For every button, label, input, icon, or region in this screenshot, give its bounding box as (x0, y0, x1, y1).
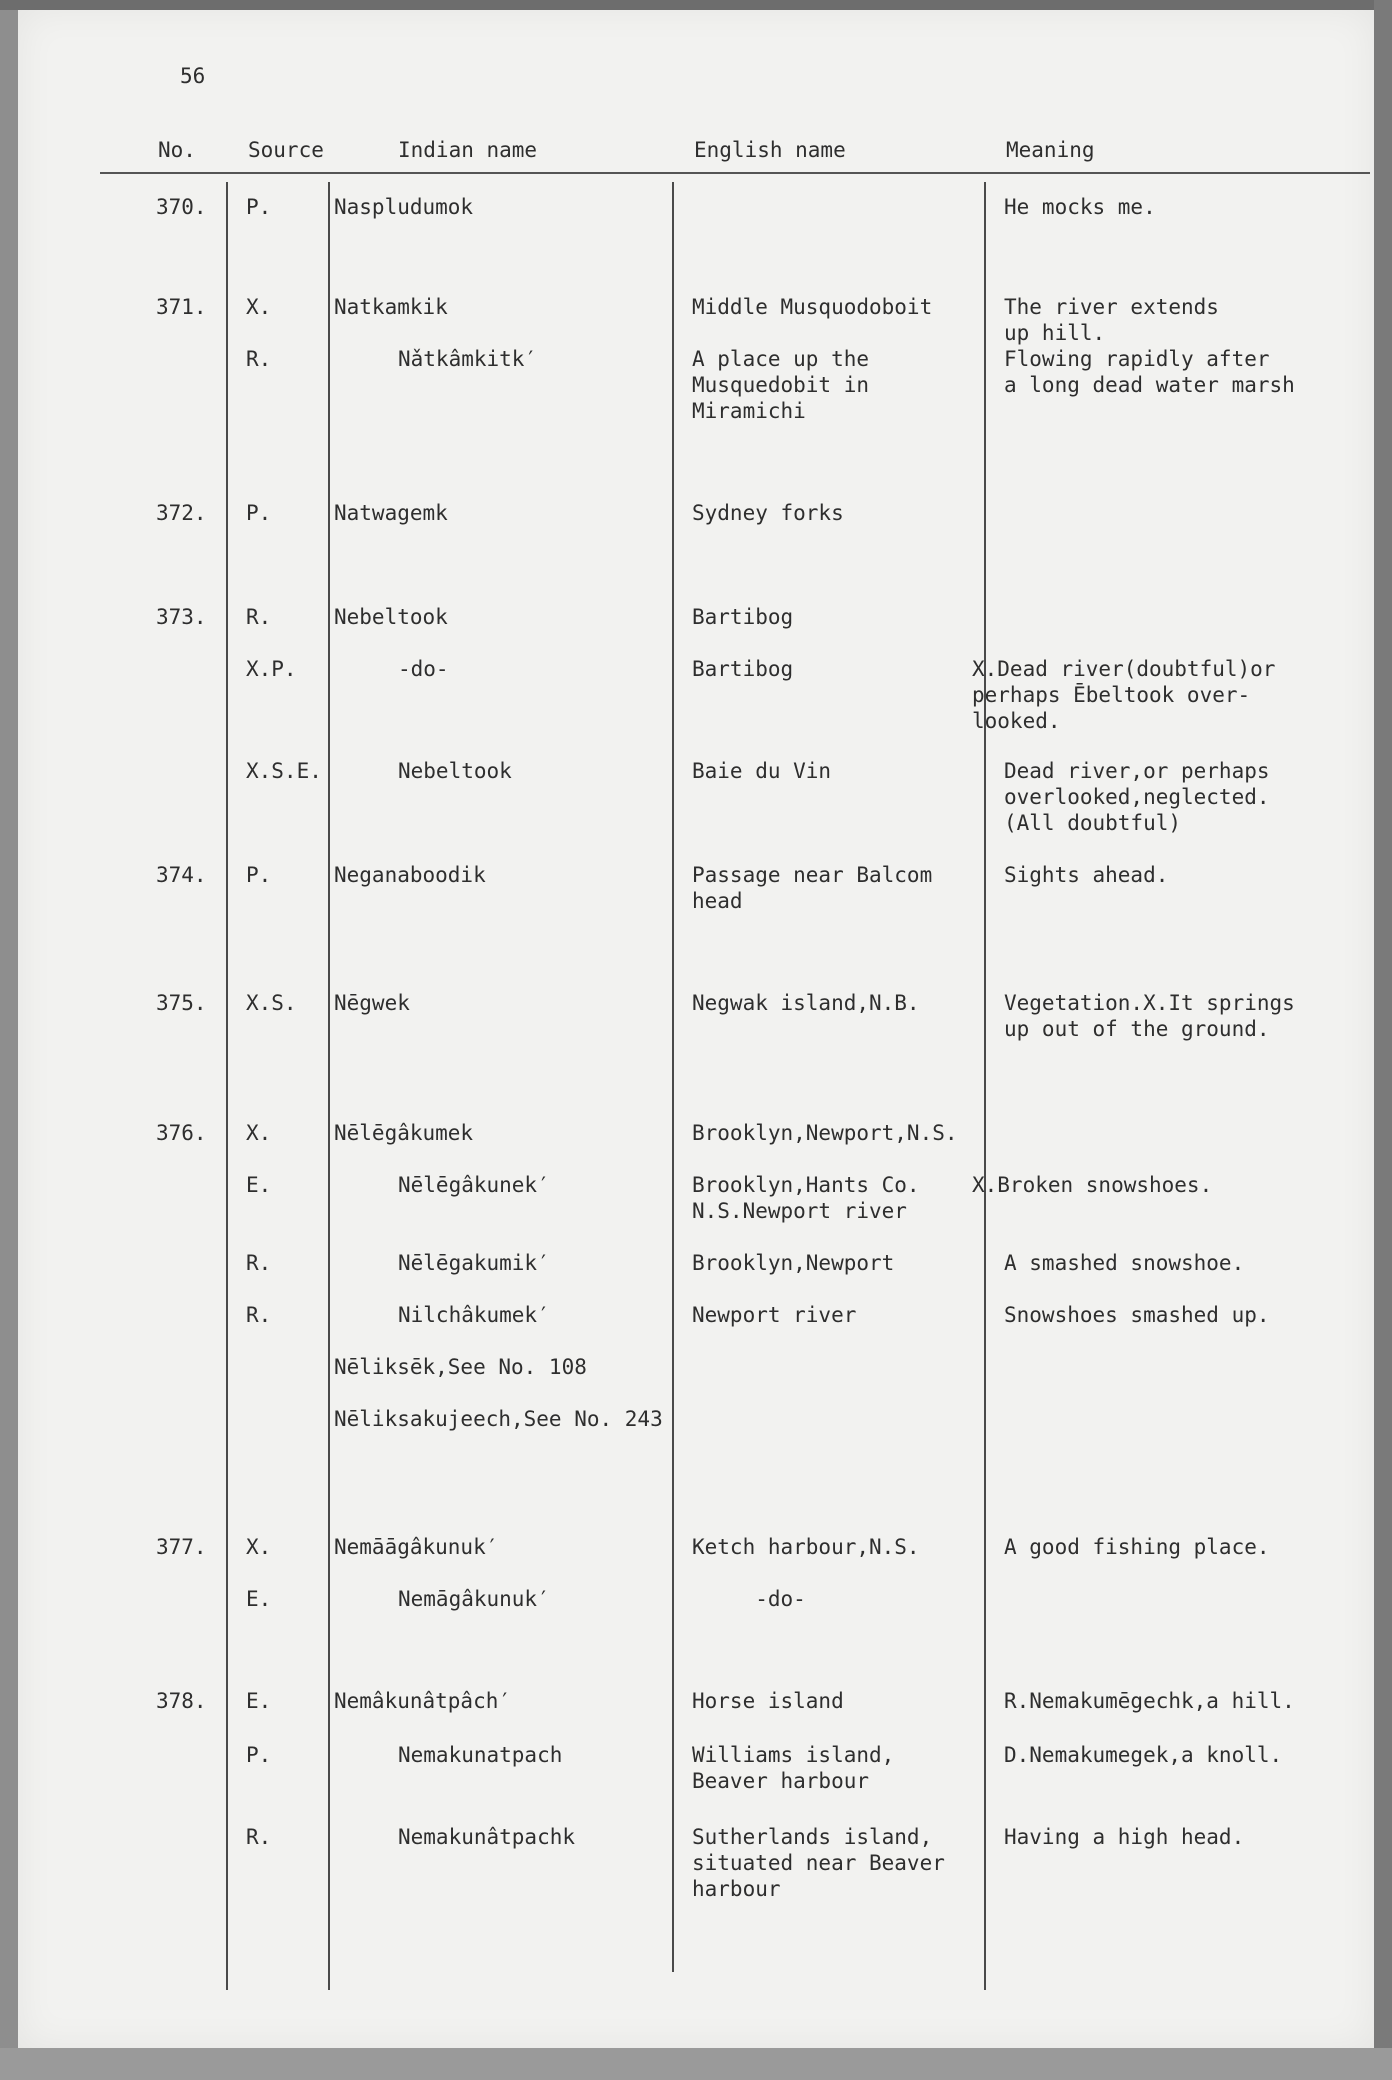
entry-meaning: Snowshoes smashed up. (1004, 1303, 1270, 1327)
entry-english-name: Passage near Balcom head (692, 863, 933, 913)
entry-number: 373. (156, 605, 207, 629)
entry-english-name: Baie du Vin (692, 759, 832, 783)
entry-english-name: Newport river (692, 1303, 857, 1327)
entry-english-name: A place up the Musquedobit in Miramichi (692, 347, 870, 423)
entry-indian-name: Naspludumok (334, 195, 474, 219)
entry-indian-name: Nemakunatpach (398, 1743, 563, 1767)
page-number: 56 (180, 64, 206, 88)
entry-source: R. (246, 1303, 272, 1327)
entry-indian-name: Nēlēgakumik′ (398, 1251, 550, 1275)
entry-english-name: Williams island, Beaver harbour (692, 1743, 895, 1793)
entry-source: X.S.E. (246, 759, 322, 783)
entry-english-name: Horse island (692, 1689, 844, 1713)
entry-number: 376. (156, 1121, 207, 1145)
entry-meaning: X.Broken snowshoes. (972, 1173, 1213, 1197)
entry-source: P. (246, 1743, 272, 1767)
entry-english-name: Sutherlands island, situated near Beaver harbour (692, 1825, 945, 1901)
entry-source: R. (246, 347, 272, 371)
entry-meaning: A good fishing place. (1004, 1535, 1270, 1559)
entry-english-name: Ketch harbour,N.S. (692, 1535, 920, 1559)
entry-number: 378. (156, 1689, 207, 1713)
entry-english-name: Bartibog (692, 605, 794, 629)
entry-indian-name: Nǎtkâmkitk′ (398, 347, 538, 371)
entry-english-name: -do- (692, 1587, 806, 1611)
entry-source: X. (246, 295, 272, 319)
scan-edge-bottom (0, 2048, 1392, 2080)
entry-number: 372. (156, 501, 207, 525)
scan-edge-top (0, 0, 1392, 10)
entry-source: E. (246, 1587, 272, 1611)
entry-source: E. (246, 1689, 272, 1713)
entry-source: X. (246, 1121, 272, 1145)
entry-indian-name: Nemāāgâkunuk′ (334, 1535, 499, 1559)
entry-meaning: D.Nemakumegek,a knoll. (1004, 1743, 1283, 1767)
entry-indian-name: Nemâkunâtpâch′ (334, 1689, 512, 1713)
entry-source: R. (246, 1825, 272, 1849)
header-rule (100, 172, 1370, 174)
entry-indian-name: Natkamkik (334, 295, 448, 319)
entry-indian-name: Nilchâkumek′ (398, 1303, 550, 1327)
entry-source: R. (246, 1251, 272, 1275)
header-no: No. (158, 138, 196, 162)
entry-english-name: Negwak island,N.B. (692, 991, 920, 1015)
entry-indian-name: -do- (398, 657, 449, 681)
entry-english-name: Sydney forks (692, 501, 844, 525)
entry-indian-name: Nēliksēk,See No. 108 (334, 1355, 587, 1379)
entry-meaning: R.Nemakumēgechk,a hill. (1004, 1689, 1295, 1713)
header-english-name: English name (694, 138, 846, 162)
entry-source: P. (246, 501, 272, 525)
entry-indian-name: Nēlēgâkumek (334, 1121, 474, 1145)
entry-english-name: Brooklyn,Hants Co. N.S.Newport river (692, 1173, 920, 1223)
column-divider-english (672, 182, 674, 1972)
column-divider-source (226, 182, 228, 1990)
entry-source: X.S. (246, 991, 297, 1015)
entry-meaning: Dead river,or perhaps overlooked,neglected. (All doubtful) (1004, 759, 1270, 835)
entry-meaning: Flowing rapidly after a long dead water marsh (1004, 347, 1295, 397)
entry-source: X.P. (246, 657, 297, 681)
entry-indian-name: Nebeltook (334, 605, 448, 629)
entry-source: X. (246, 1535, 272, 1559)
entry-indian-name: Neganaboodik (334, 863, 486, 887)
column-divider-indian (328, 182, 330, 1990)
header-indian-name: Indian name (398, 138, 538, 162)
entry-indian-name: Nebeltook (398, 759, 512, 783)
entry-english-name: Brooklyn,Newport,N.S. (692, 1121, 958, 1145)
entry-source: E. (246, 1173, 272, 1197)
entry-number: 370. (156, 195, 207, 219)
entry-source: P. (246, 863, 272, 887)
entry-meaning: X.Dead river(doubtful)or perhaps Ēbeltook over- looked. (972, 657, 1276, 733)
entry-indian-name: Nēlēgâkunek′ (398, 1173, 550, 1197)
entry-english-name: Brooklyn,Newport (692, 1251, 895, 1275)
entry-english-name: Bartibog (692, 657, 794, 681)
entry-source: P. (246, 195, 272, 219)
header-source: Source (248, 138, 324, 162)
entry-indian-name: Nēliksakujeech,See No. 243 (334, 1407, 663, 1431)
entry-english-name: Middle Musquodoboit (692, 295, 933, 319)
entry-number: 374. (156, 863, 207, 887)
entry-indian-name: Natwagemk (334, 501, 448, 525)
column-divider-meaning (984, 182, 986, 1990)
entry-number: 375. (156, 991, 207, 1015)
entry-meaning: Having a high head. (1004, 1825, 1245, 1849)
entry-indian-name: Nemakunâtpachk (398, 1825, 576, 1849)
entry-number: 377. (156, 1535, 207, 1559)
entry-indian-name: Nēgwek (334, 991, 410, 1015)
entry-meaning: The river extends up hill. (1004, 295, 1219, 345)
entry-meaning: Vegetation.X.It springs up out of the ground. (1004, 991, 1295, 1041)
scan-edge-right (1374, 0, 1392, 2080)
entry-number: 371. (156, 295, 207, 319)
entry-source: R. (246, 605, 272, 629)
entry-meaning: A smashed snowshoe. (1004, 1251, 1245, 1275)
entry-meaning: He mocks me. (1004, 195, 1156, 219)
entry-meaning: Sights ahead. (1004, 863, 1169, 887)
entry-indian-name: Nemāgâkunuk′ (398, 1587, 550, 1611)
header-meaning: Meaning (1006, 138, 1095, 162)
